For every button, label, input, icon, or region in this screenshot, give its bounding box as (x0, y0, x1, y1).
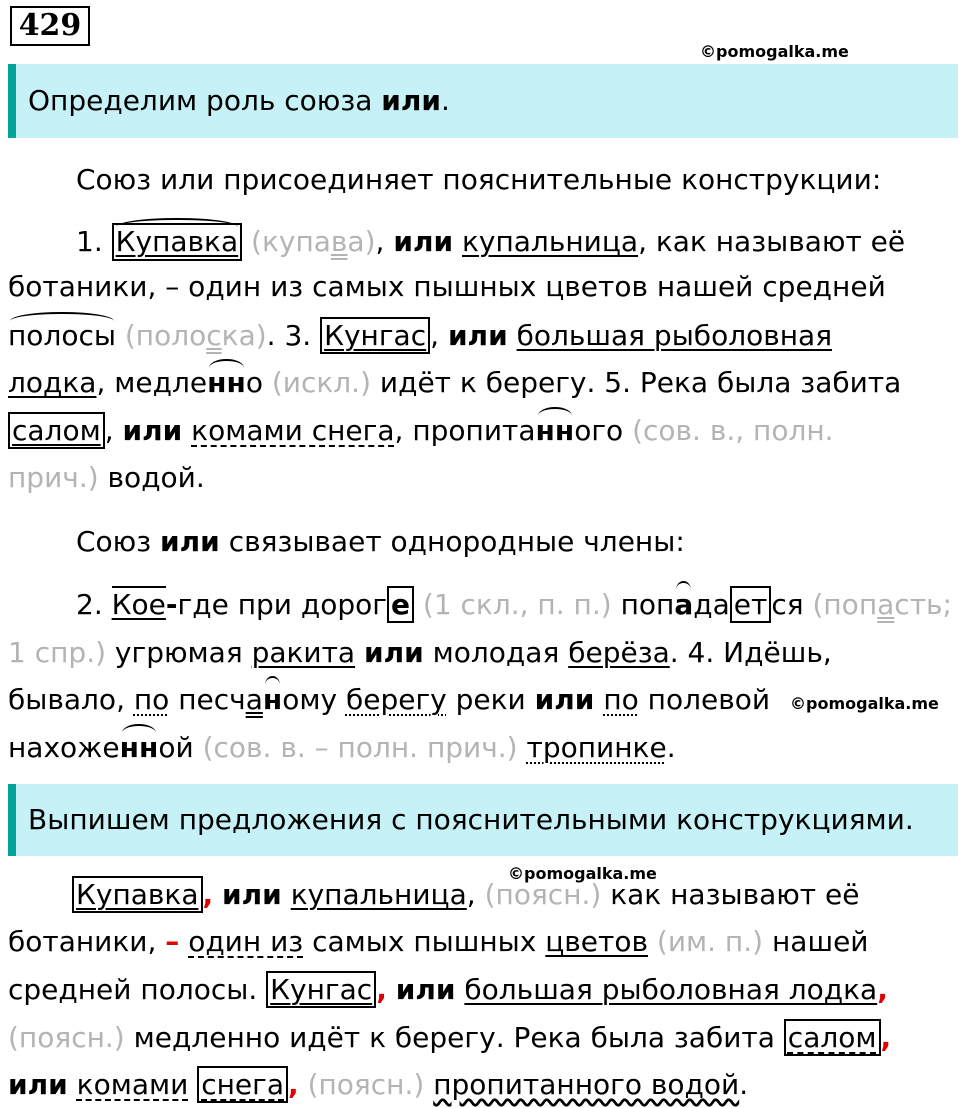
watermark-top: ©pomogalka.me (700, 42, 849, 61)
intro-explanatory: Союз или присоединяет пояснительные конструкции: (76, 163, 882, 196)
p3-line4: (поясн.) медленно идёт к берегу. Река была забита салом , (8, 1021, 892, 1054)
p3-line1: Купавка , или купальница, (поясн.) как называют её (72, 878, 859, 912)
p2-line4: нахоженной (сов. в. – полн. прич.) тропинке. (8, 731, 676, 764)
intro-homogeneous: Союз или связывает однородные члены: (76, 525, 685, 558)
p2-line1: 2. Кое-где при дорог е (1 скл., п. п.) попада ет ся (попасть; (76, 588, 952, 621)
p1-line5: салом , или комами снега, пропитанного (сов. в., полн. (8, 414, 834, 448)
banner-write-out: Выпишем предложения с пояснительными конструкциями. (8, 784, 958, 856)
p3-line5: или комами снега , (поясн.) пропитанного водой. (8, 1068, 749, 1101)
word-kungas: Кунгас (320, 317, 430, 354)
word-salom: салом (8, 412, 105, 449)
p1-line1: 1. Купавка (купава), или купальница, как называют её (76, 223, 905, 261)
watermark-middle: ©pomogalka.me (790, 694, 939, 713)
banner-conjunction-role: Определим роль союза или. (8, 64, 958, 138)
watermark-bottom: ©pomogalka.me (508, 864, 657, 883)
word-kupalnitsa: купальница (461, 225, 639, 258)
p2-line2: 1 спр.) угрюмая ракита или молодая берёза. 4. Идёшь, (8, 636, 832, 669)
task-number: 429 (10, 6, 90, 46)
p3-line2: ботаники, – один из самых пышных цветов (им. п.) нашей (8, 925, 869, 958)
p1-line4: лодка, медленно (искл.) идёт к берегу. 5. Река была забита (8, 366, 902, 399)
p1-line6: прич.) водой. (8, 461, 205, 494)
p1-line3: полосы (полоска). 3. Кунгас , или большая рыболовная (8, 319, 833, 352)
p2-line3: бывало, по песчаному берегу реки или по полевой (8, 683, 771, 716)
p3-line3: средней полосы. Кунгас , или большая рыболовная лодка, (8, 973, 888, 1006)
word-kupavka: Купавка (112, 223, 243, 261)
p1-line2: ботаники, – один из самых пышных цветов нашей средней (8, 270, 886, 303)
